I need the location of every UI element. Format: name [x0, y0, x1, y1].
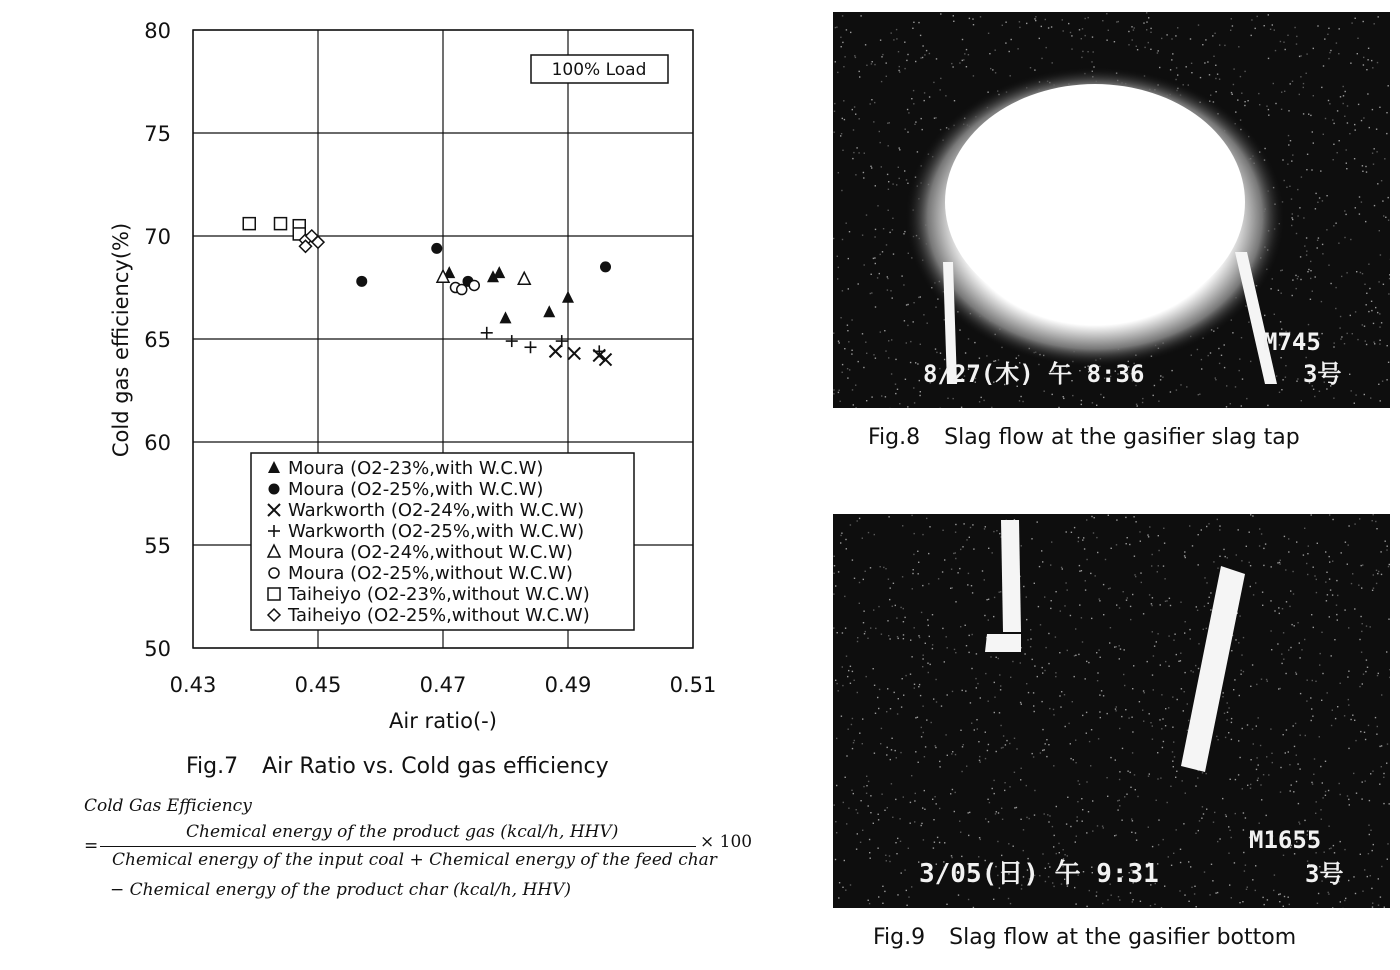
fig9-stamp-right-bottom: 3号: [1305, 860, 1344, 888]
fig9-stamp-right-top: M1655: [1249, 826, 1322, 854]
fig7-text: Air Ratio vs. Cold gas efficiency: [262, 754, 609, 779]
legend-entry: Moura (O2-25%,with W.C.W): [288, 479, 544, 500]
data-point: [525, 341, 537, 353]
fig9-caption: [873, 925, 1296, 950]
legend-entry: Moura (O2-25%,without W.C.W): [288, 563, 573, 584]
y-tick-label: 55: [144, 534, 171, 558]
data-point: [243, 218, 255, 230]
legend-entry: Taiheiyo (O2-23%,without W.C.W): [288, 584, 590, 605]
data-point: [543, 305, 555, 317]
chart-marks: [243, 218, 611, 366]
x-tick-label: 0.49: [544, 673, 592, 697]
data-point: [506, 335, 518, 347]
data-point: [568, 347, 580, 359]
data-point: [500, 311, 512, 323]
scatter-chart: [0, 0, 800, 760]
data-point: [275, 218, 287, 230]
data-point: [457, 285, 467, 295]
fig8-stamp-left: 8/27(木) 午 8:36: [923, 360, 1145, 388]
fraction-bar: [100, 846, 696, 847]
data-point: [556, 335, 568, 347]
y-tick-label: 65: [144, 328, 171, 352]
fig8-number: Fig.8: [868, 425, 921, 450]
data-point: [469, 280, 479, 290]
fig8-caption: [868, 425, 1300, 450]
fig9-text: Slag flow at the gasifier bottom: [949, 925, 1297, 950]
y-tick-label: 75: [144, 122, 171, 146]
x-axis-label: Air ratio(-): [389, 709, 497, 733]
data-point: [562, 291, 574, 303]
legend-marker: [269, 484, 280, 495]
fig7-number: Fig.7: [186, 754, 239, 779]
fig8-stamp-right-top: M745: [1263, 328, 1321, 356]
data-point: [600, 261, 611, 272]
x-tick-label: 0.45: [294, 673, 342, 697]
formula-denominator-line2: − Chemical energy of the product char (kcal/h, HHV): [110, 880, 572, 900]
legend-entry: Warkworth (O2-24%,with W.C.W): [288, 500, 585, 521]
legend-entry: Moura (O2-24%,without W.C.W): [288, 542, 573, 563]
load-annotation: [531, 55, 668, 83]
formula-numerator: Chemical energy of the product gas (kcal/h, HHV): [186, 822, 619, 842]
legend-entry: Taiheiyo (O2-25%,without W.C.W): [288, 605, 590, 626]
fig9-number: Fig.9: [873, 925, 926, 950]
data-point: [593, 345, 605, 357]
fig8-stamp-right-bottom: 3号: [1303, 360, 1342, 388]
fig8-photo: [833, 12, 1390, 408]
y-axis-label: Cold gas efficiency(%): [109, 222, 133, 458]
legend-marker: [269, 568, 279, 578]
formula-title: Cold Gas Efficiency: [84, 796, 252, 816]
formula-multiplier: × 100: [700, 832, 753, 852]
data-point: [431, 243, 442, 254]
legend-entry: Warkworth (O2-25%,with W.C.W): [288, 521, 585, 542]
data-point: [550, 345, 562, 357]
data-point: [518, 272, 530, 284]
data-point: [356, 276, 367, 287]
fig9-stamp-left: 3/05(日) 午 9:31: [919, 859, 1159, 889]
x-tick-label: 0.43: [169, 673, 217, 697]
y-tick-label: 80: [144, 19, 171, 43]
data-point: [493, 266, 505, 278]
data-point: [600, 354, 612, 366]
legend-marker: [268, 588, 280, 600]
x-tick-label: 0.51: [669, 673, 717, 697]
fig8-photo-image: [833, 12, 1390, 408]
load-annotation-text: 100% Load: [551, 60, 647, 80]
data-point: [481, 327, 493, 339]
formula-denominator-line1: Chemical energy of the input coal + Chemical energy of the feed char: [112, 850, 717, 870]
chart-legend: [251, 453, 634, 630]
x-tick-label: 0.47: [419, 673, 467, 697]
fig7-caption: [186, 754, 609, 779]
fig9-photo: [833, 514, 1390, 908]
y-tick-label: 50: [144, 637, 171, 661]
fig8-text: Slag flow at the gasifier slag tap: [944, 425, 1300, 450]
legend-entry: Moura (O2-23%,with W.C.W): [288, 458, 544, 479]
fig9-photo-image: [833, 514, 1390, 908]
formula-equals: =: [84, 836, 99, 856]
y-tick-label: 60: [144, 431, 171, 455]
y-tick-label: 70: [144, 225, 171, 249]
